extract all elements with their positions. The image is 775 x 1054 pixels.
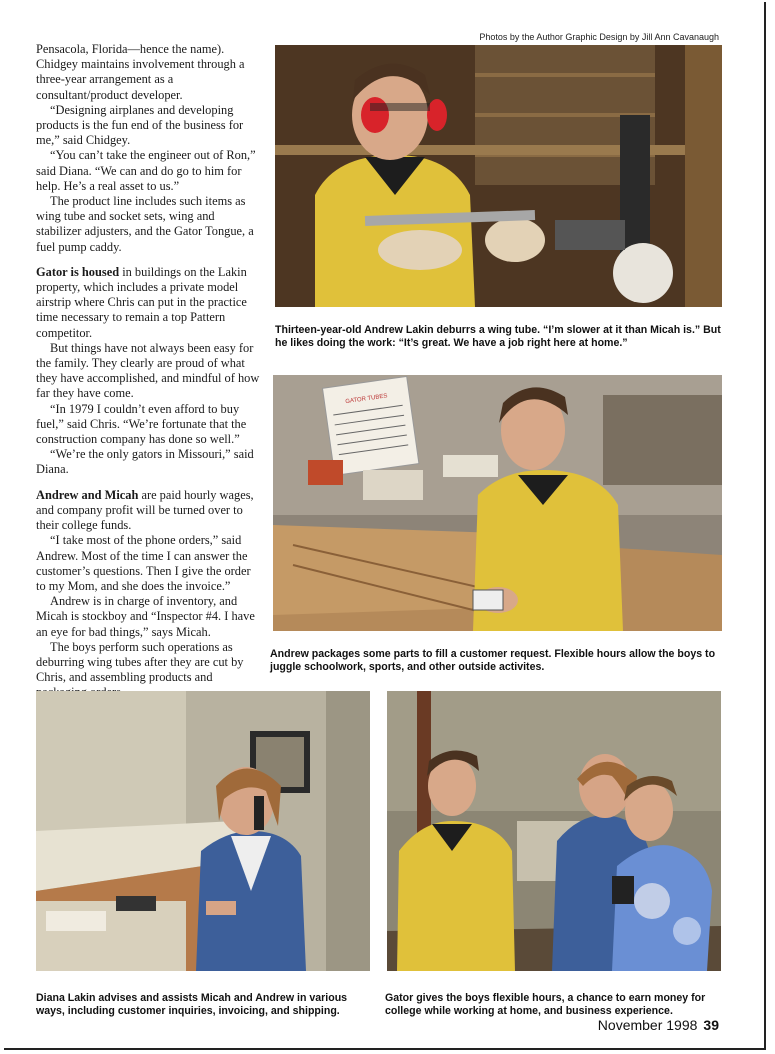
article-paragraph: “Designing airplanes and developing products is the fun end of the business for me,” said Chidgey. xyxy=(36,102,244,148)
article-paragraph: “We’re the only gators in Missouri,” said Diana. xyxy=(36,447,254,477)
section-paragraph xyxy=(36,488,262,534)
article-paragraph: “You can’t take the engineer out of Ron,” said Diana. “We can and do go to him for help. He’s a real asset to us.” xyxy=(36,148,256,193)
page-number: 39 xyxy=(703,1017,719,1033)
photo-packaging-image xyxy=(273,375,722,631)
photo-phone-caption: Diana Lakin advises and assists Micah and Andrew in various ways, including customer inquiries, invoicing, and shipping. xyxy=(36,992,348,1018)
section-lead: Gator is housed xyxy=(36,264,120,279)
photo-packaging-caption: Andrew packages some parts to fill a customer request. Flexible hours allow the boys to juggle schoolwork, sports, and other outside activites. xyxy=(270,648,716,674)
photo-credits: Photos by the Author Graphic Design by Jill Ann Cavanaugh xyxy=(479,32,719,42)
photo-phone xyxy=(36,691,370,971)
article-paragraph: Andrew is in charge of inventory, and Micah is stockboy and “Inspector #4. I have an eye for bad things,” says Micah. xyxy=(36,594,255,639)
article-paragraph: Pensacola, Florida—hence the name). Chidgey maintains involvement through a three-year arrangement as a consultant/product developer. xyxy=(36,42,245,102)
article-column xyxy=(36,42,262,716)
section-text: in buildings on the Lakin property, which includes a private model airstrip where Chris can put in the practice time necessary to remain a top Pattern competitor. xyxy=(36,264,247,340)
article-paragraph: “I take most of the phone orders,” said Andrew. Most of the time I can answer the customer’s questions. Then I give the order to my Mom, and she does the invoice.” xyxy=(36,533,251,593)
photo-deburring-image xyxy=(275,45,722,307)
article-paragraph: The product line includes such items as wing tube and socket sets, wing and stabilizer adjusters, and the Gator Tongue, a fuel pump caddy. xyxy=(36,194,254,254)
photo-deburring-caption: Thirteen-year-old Andrew Lakin deburrs a wing tube. “I’m slower at it than Micah is.” But he likes doing the work: “It’s great. We have a job right here at home.” xyxy=(275,324,721,350)
section-text: are paid hourly wages, and company profit will be turned over to their college funds. xyxy=(36,487,254,533)
article-paragraph: “In 1979 I couldn’t even afford to buy fuel,” said Chris. “We’re fortunate that the construction company has done so well.” xyxy=(36,401,247,447)
article-paragraph: But things have not always been easy for the family. They clearly are proud of what they have accomplished, and mindful of how far they have come. xyxy=(36,340,260,401)
photo-phone-image xyxy=(36,691,370,971)
section-paragraph xyxy=(36,265,262,341)
photo-family xyxy=(387,691,721,971)
issue-date: November 1998 xyxy=(597,1017,698,1033)
page-footer xyxy=(598,1017,719,1033)
section-lead: Andrew and Micah xyxy=(36,487,139,502)
photo-family-caption: Gator gives the boys flexible hours, a chance to earn money for college while working at home, and business experience. xyxy=(385,992,706,1018)
photo-deburring xyxy=(275,45,722,307)
article-paragraph: The boys perform such operations as deburring wing tubes after they are cut by Chris, and assembling products and xyxy=(36,639,244,685)
gator-tubes-sign-title: GATOR TUBES xyxy=(345,393,388,406)
photo-packaging xyxy=(273,375,722,631)
photo-family-image xyxy=(387,691,721,971)
